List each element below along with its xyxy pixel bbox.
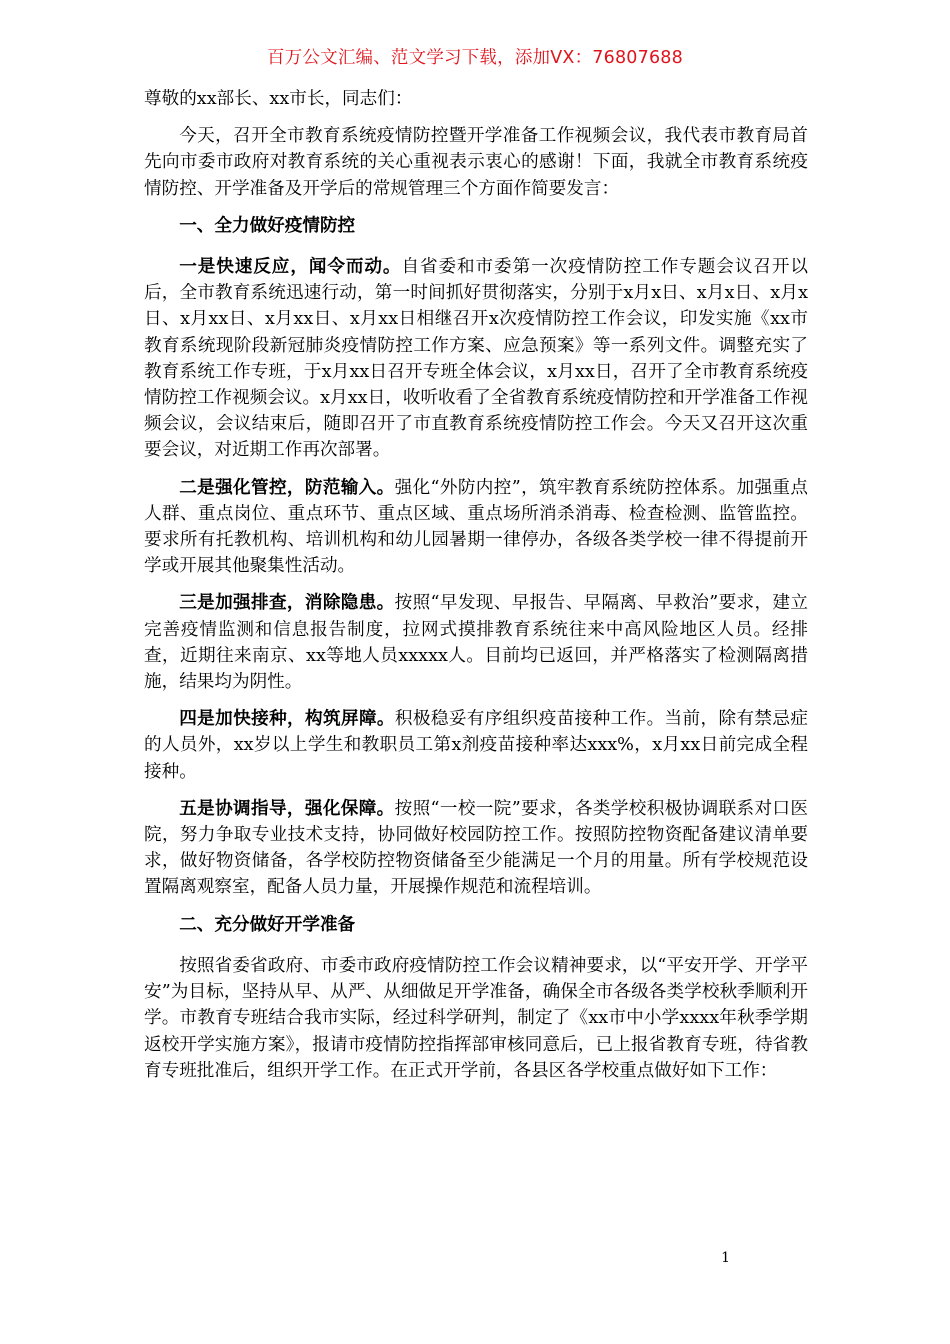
paragraph-item-3 (144, 590, 808, 695)
item-lead: 三是加强排查，消除隐患。 (179, 593, 395, 614)
item-lead: 四是加快接种，构筑屏障。 (179, 709, 395, 730)
item-text: 积极稳妥有序组织疫苗接种工作。当前，除有禁忌症的人员外，xx岁以上学生和教职员工第x剂疫苗接种率达xxx%，x月xx日前完成全程接种。 (144, 709, 808, 782)
paragraph-item-1 (144, 254, 808, 464)
item-text: 自省委和市委第一次疫情防控工作专题会议召开以后，全市教育系统迅速行动，第一时间抓好贯彻落实，分别于x月x日、x月x日、x月x日、x月xx日、x月xx日、x月xx日相继召开x次疫情防控工作会议，印发实施《xx市教育系统现阶段新冠肺炎疫情防控工作方案、应急预案》等一系列文件。调整充实了教育系统工作专班，于x月xx日召开专班全体会议，x月xx日，召开了全市教育系统疫情防控工作视频会议。x月xx日，收听收看了全省教育系统疫情防控和开学准备工作视频会议，会议结束后，随即召开了市直教育系统疫情防控工作会。今天又召开这次重要会议，对近期工作再次部署。 (144, 257, 808, 461)
item-lead: 五是协调指导，强化保障。 (179, 798, 395, 819)
paragraph-item-2 (144, 475, 808, 580)
section-heading-2: 二、充分做好开学准备 (179, 914, 356, 935)
section-heading-1: 一、全力做好疫情防控 (179, 215, 356, 236)
item-text: 按照“早发现、早报告、早隔离、早救治”要求，建立完善疫情监测和信息报告制度，拉网式摸排教育系统往来中高风险地区人员。经排查，近期往来南京、xx等地人员xxxxx人。目前均已返回，并严格落实了检测隔离措施，结果均为阴性。 (144, 593, 808, 693)
intro-paragraph: 今天，召开全市教育系统疫情防控暨开学准备工作视频会议，我代表市教育局首先向市委市政府对教育系统的关心重视表示衷心的感谢！下面，我就全市教育系统疫情防控、开学准备及开学后的常规管理三个方面作简要发言： (144, 126, 808, 199)
item-lead: 二是强化管控，防范输入。 (179, 477, 395, 498)
paragraph-item-5 (144, 796, 808, 901)
page-number: 1 (721, 1250, 730, 1266)
item-text: 强化“外防内控”，筑牢教育系统防控体系。加强重点人群、重点岗位、重点环节、重点区域、重点场所消杀消毒、检查检测、监管监控。要求所有托教机构、培训机构和幼儿园暑期一律停办，各级各类学校一律不得提前开学或开展其他聚集性活动。 (144, 477, 808, 577)
document-body (144, 86, 808, 1095)
salutation: 尊敬的xx部长、xx市长，同志们： (144, 89, 413, 109)
item-text: 按照“一校一院”要求，各类学校积极协调联系对口医院，努力争取专业技术支持，协同做好校园防控工作。按照防控物资配备建议清单要求，做好物资储备，各学校防控物资储备至少能满足一个月的用量。所有学校规范设置隔离观察室，配备人员力量，开展操作规范和流程培训。 (144, 798, 808, 898)
watermark-banner: 百万公文汇编、范文学习下载，添加VX：76807688 (267, 48, 683, 68)
item-lead: 一是快速反应，闻令而动。 (179, 257, 402, 278)
section2-paragraph: 按照省委省政府、市委市政府疫情防控工作会议精神要求，以“平安开学、开学平安”为目标，坚持从早、从严、从细做足开学准备，确保全市各级各类学校秋季顺利开学。市教育专班结合我市实际，经过科学研判，制定了《xx市中小学xxxx年秋季学期返校开学实施方案》，报请市疫情防控指挥部审核同意后，已上报省教育专班，待省教育专班批准后，组织开学工作。在正式开学前，各县区各学校重点做好如下工作： (144, 955, 808, 1081)
paragraph-item-4 (144, 706, 808, 785)
